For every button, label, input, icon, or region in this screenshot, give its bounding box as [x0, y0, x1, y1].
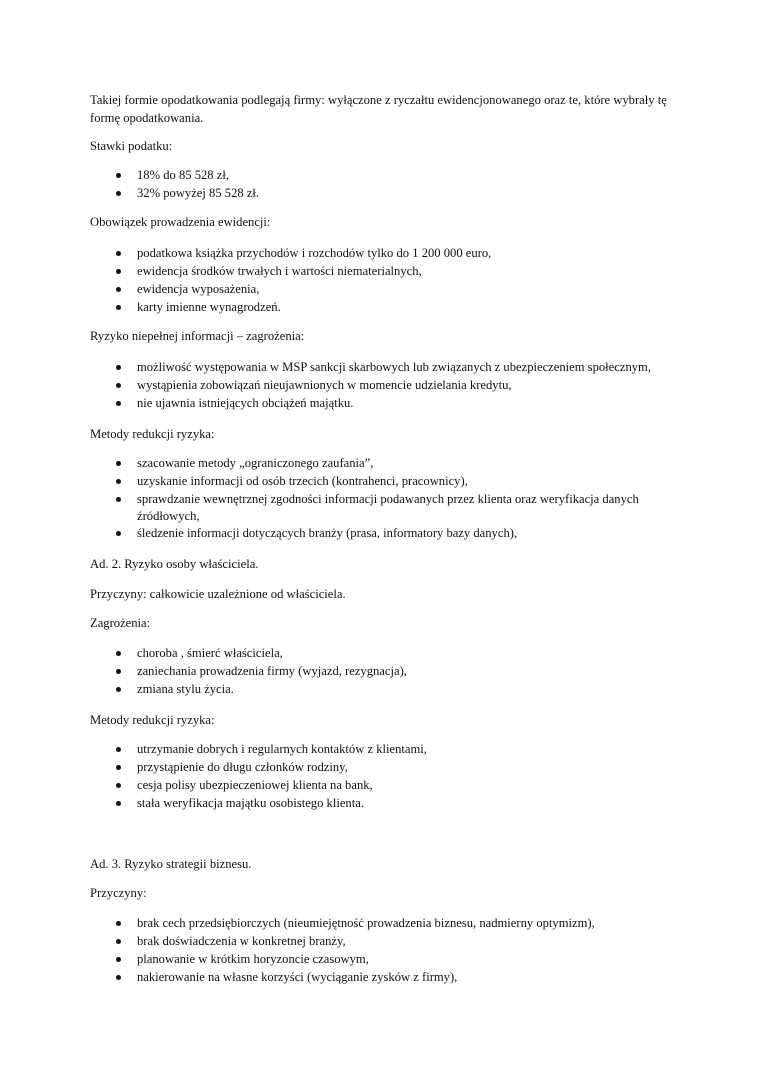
bullet-icon	[116, 783, 121, 788]
list-item: śledzenie informacji dotyczących branży (prasa, informatory bazy danych),	[137, 526, 518, 540]
list-item: zaniechania prowadzenia firmy (wyjazd, rezygnacja),	[137, 664, 407, 678]
list-item: sprawdzanie wewnętrznej zgodności informacji podawanych przez klienta oraz weryfikacja danych źródłowych,	[137, 492, 639, 523]
records-heading: Obowiązek prowadzenia ewidencji:	[90, 215, 271, 229]
list-item: ewidencja środków trwałych i wartości niematerialnych,	[137, 264, 422, 278]
bullet-icon	[116, 921, 121, 926]
bullet-icon	[116, 747, 121, 752]
list-item: możliwość występowania w MSP sankcji skarbowych lub związanych z ubezpieczeniem społecznym,	[137, 360, 651, 374]
bullet-icon	[116, 479, 121, 484]
bullet-icon	[116, 173, 121, 178]
bullet-icon	[116, 687, 121, 692]
bullet-icon	[116, 365, 121, 370]
causes-heading: Przyczyny:	[90, 886, 147, 900]
threats-heading: Zagrożenia:	[90, 616, 151, 630]
list-item: choroba , śmierć właściciela,	[137, 646, 283, 660]
bullet-icon	[116, 651, 121, 656]
bullet-icon	[116, 191, 121, 196]
list-item: nie ujawnia istniejących obciążeń majątku.	[137, 396, 354, 410]
bullet-icon	[116, 531, 121, 536]
list-item: brak doświadczenia w konkretnej branży,	[137, 934, 346, 948]
list-item: wystąpienia zobowiązań nieujawnionych w momencie udzielania kredytu,	[137, 378, 512, 392]
bullet-icon	[116, 383, 121, 388]
list-item: karty imienne wynagrodzeń.	[137, 300, 281, 314]
list-item: planowanie w krótkim horyzoncie czasowym,	[137, 952, 369, 966]
methods-heading: Metody redukcji ryzyka:	[90, 427, 215, 441]
list-item: 32% powyżej 85 528 zł.	[137, 186, 260, 200]
ad3-heading: Ad. 3. Ryzyko strategii biznesu.	[90, 857, 252, 871]
bullet-icon	[116, 305, 121, 310]
bullet-icon	[116, 669, 121, 674]
methods-heading: Metody redukcji ryzyka:	[90, 713, 215, 727]
list-item: utrzymanie dobrych i regularnych kontaktów z klientami,	[137, 742, 427, 756]
list-item: 18% do 85 528 zł,	[137, 168, 229, 182]
list-item: uzyskanie informacji od osób trzecich (kontrahenci, pracownicy),	[137, 474, 468, 488]
rates-heading: Stawki podatku:	[90, 139, 173, 153]
list-item: szacowanie metody „ograniczonego zaufania”,	[137, 456, 374, 470]
list-item: nakierowanie na własne korzyści (wyciąganie zysków z firmy),	[137, 970, 458, 984]
bullet-icon	[116, 269, 121, 274]
bullet-icon	[116, 251, 121, 256]
list-item: przystąpienie do długu członków rodziny,	[137, 760, 348, 774]
bullet-icon	[116, 497, 121, 502]
list-item: zmiana stylu życia.	[137, 682, 234, 696]
list-item: brak cech przedsiębiorczych (nieumiejętność prowadzenia biznesu, nadmierny optymizm),	[137, 916, 595, 930]
list-item: cesja polisy ubezpieczeniowej klienta na bank,	[137, 778, 373, 792]
bullet-icon	[116, 401, 121, 406]
bullet-icon	[116, 975, 121, 980]
intro-paragraph: Takiej formie opodatkowania podlegają firmy: wyłączone z ryczałtu ewidencjonowanego oraz te, które wybrały tę formę opodatkowania.	[90, 93, 667, 125]
bullet-icon	[116, 765, 121, 770]
list-item: podatkowa książka przychodów i rozchodów tylko do 1 200 000 euro,	[137, 246, 492, 260]
causes-paragraph: Przyczyny: całkowicie uzależnione od właściciela.	[90, 587, 346, 601]
ad2-heading: Ad. 2. Ryzyko osoby właściciela.	[90, 557, 259, 571]
bullet-icon	[116, 957, 121, 962]
list-item: stała weryfikacja majątku osobistego klienta.	[137, 796, 364, 810]
bullet-icon	[116, 939, 121, 944]
bullet-icon	[116, 461, 121, 466]
bullet-icon	[116, 801, 121, 806]
bullet-icon	[116, 287, 121, 292]
list-item: ewidencja wyposażenia,	[137, 282, 260, 296]
info-risk-heading: Ryzyko niepełnej informacji – zagrożenia:	[90, 329, 305, 343]
